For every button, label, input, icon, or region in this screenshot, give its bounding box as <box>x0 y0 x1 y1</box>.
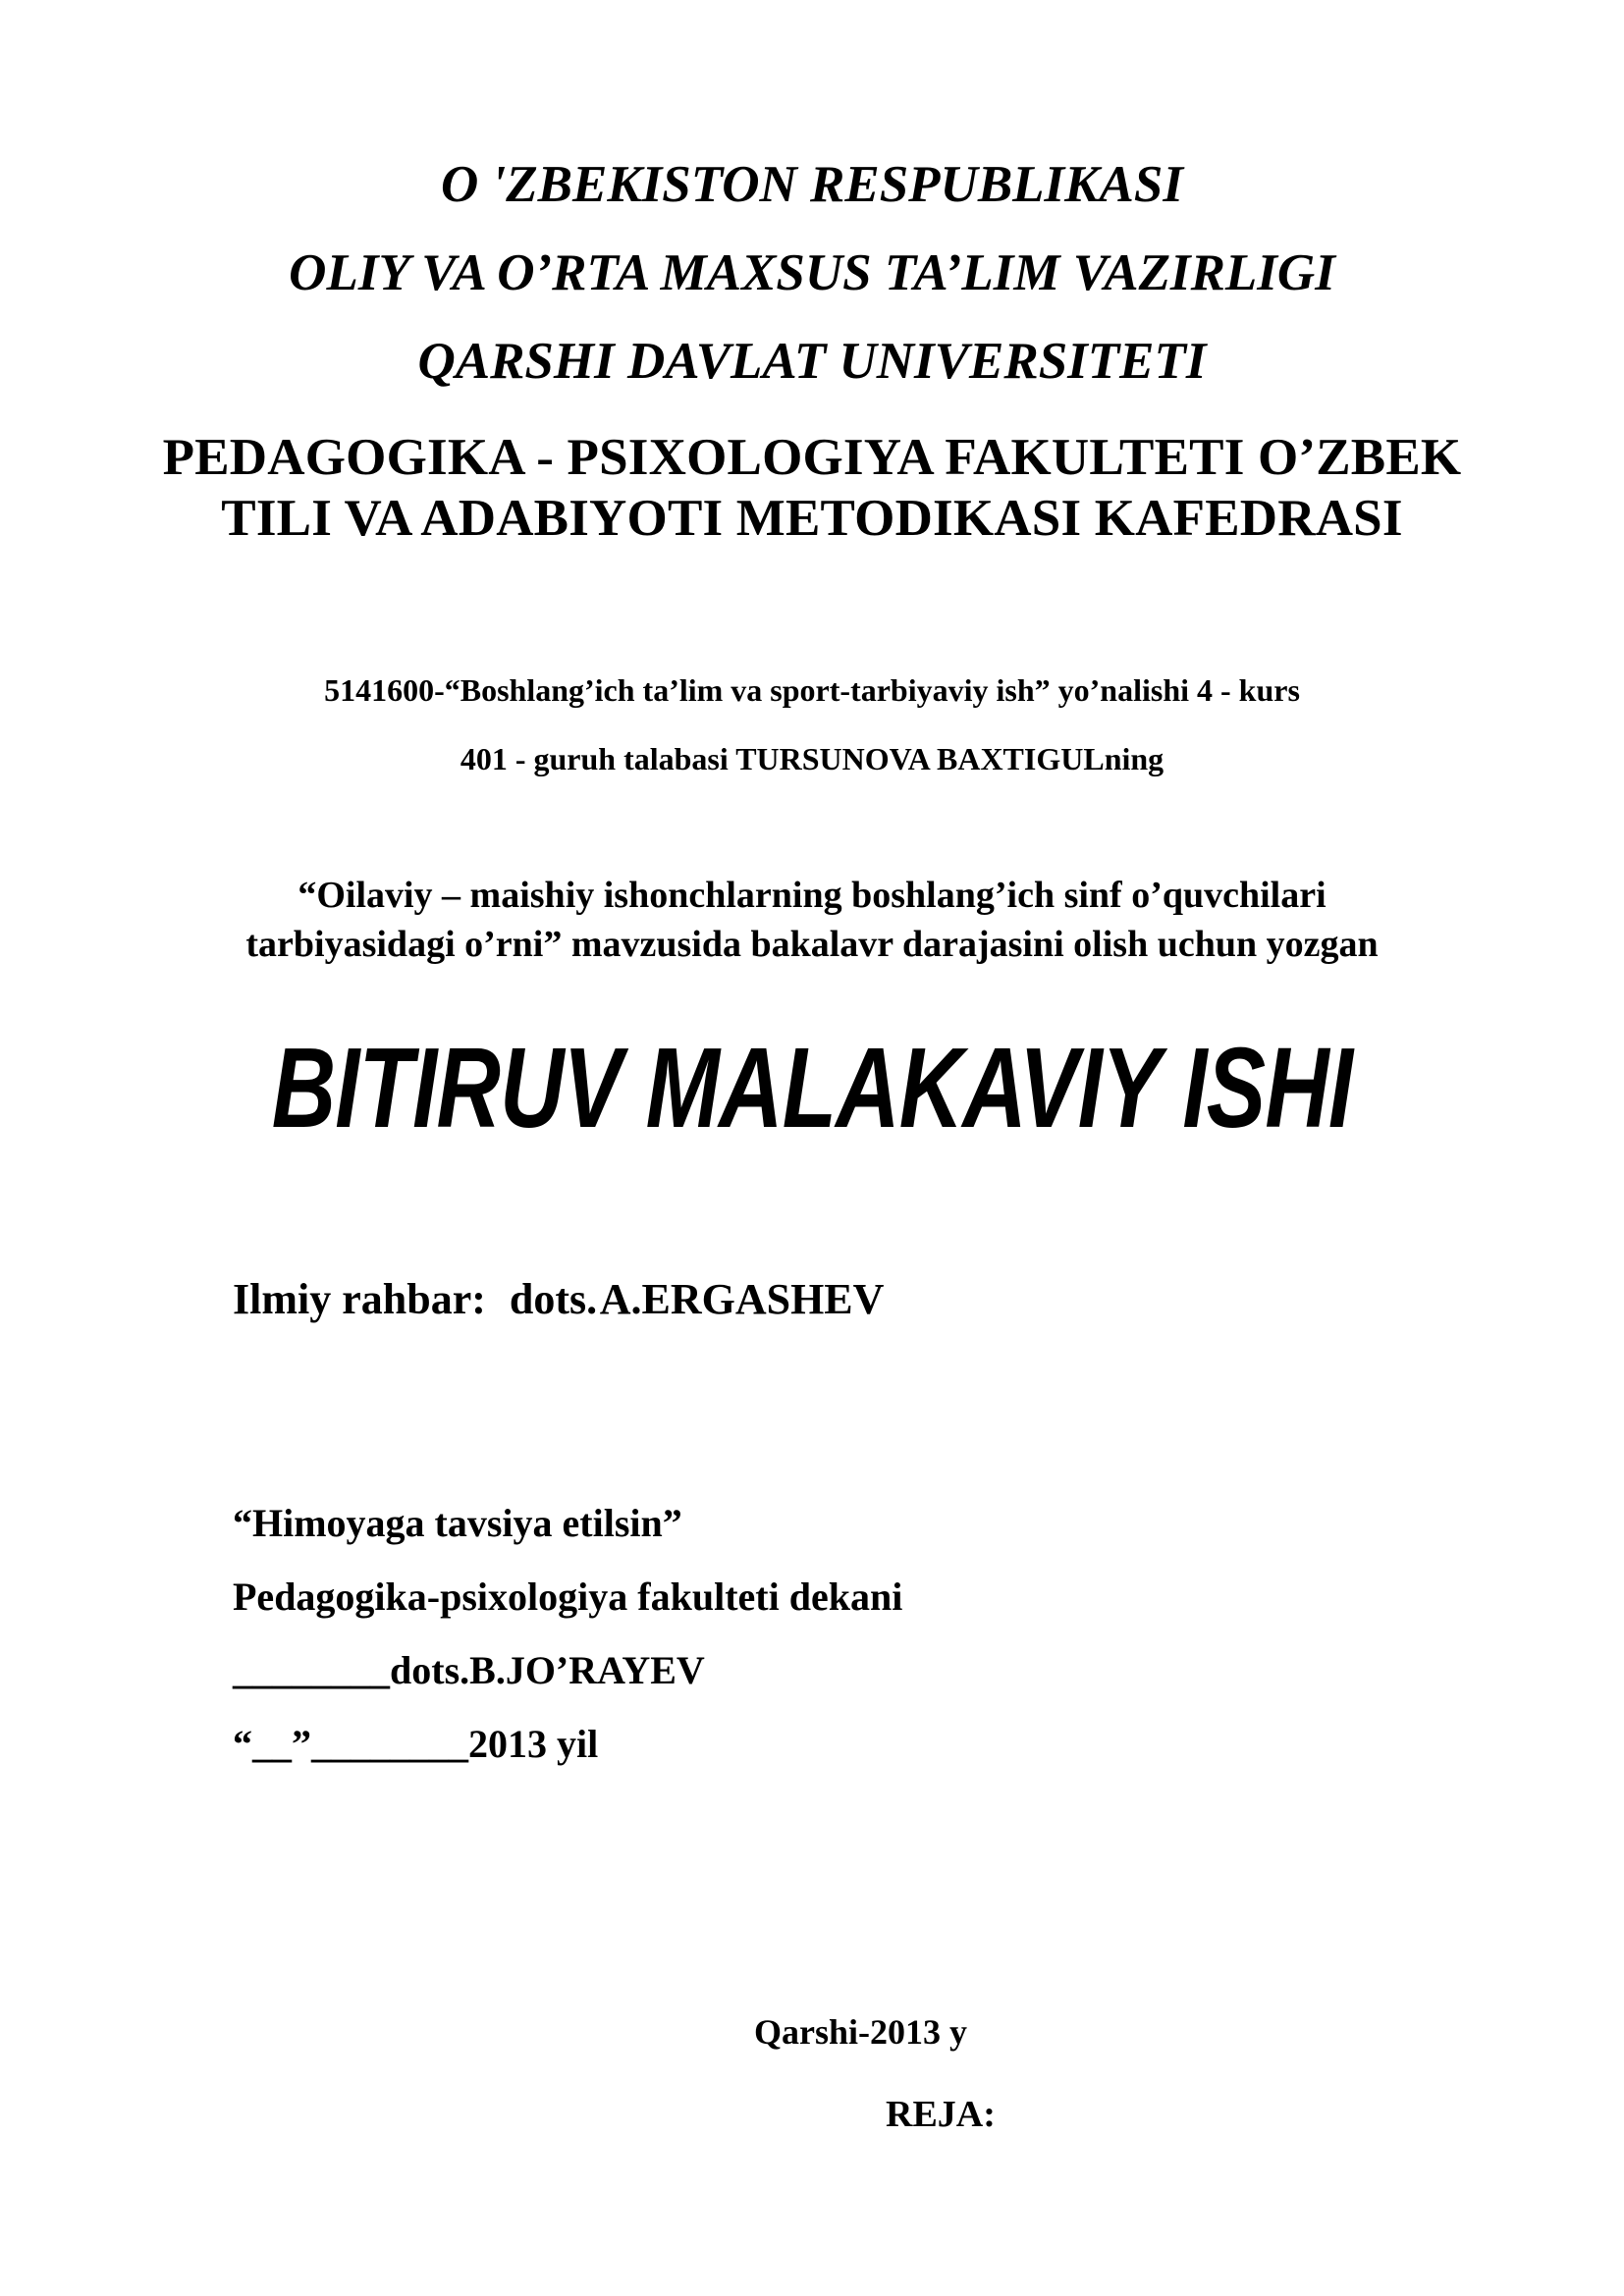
approval-dean-title: Pedagogika-psixologiya fakulteti dekani <box>233 1575 903 1619</box>
country-heading: O 'ZBEKISTON RESPUBLIKASI <box>441 156 1183 213</box>
department-heading-line2: TILI VA ADABIYOTI METODIKASI KAFEDRASI <box>221 490 1403 547</box>
supervisor-line <box>233 1275 885 1323</box>
document-title: BITIRUV MALAKAVIY ISHI <box>271 1024 1353 1151</box>
supervisor-label: Ilmiy rahbar: <box>233 1275 486 1323</box>
plan-heading: REJA: <box>886 2094 996 2135</box>
student-name-line: 401 - guruh talabasi TURSUNOVA BAXTIGULning <box>460 741 1164 776</box>
place-year: Qarshi-2013 y <box>754 2012 968 2052</box>
thesis-topic-line1: “Oilaviy – maishiy ishonchlarning boshlang’ich sinf o’quvchilari <box>298 875 1326 916</box>
ministry-heading: OLIY VA O’RTA MAXSUS TA’LIM VAZIRLIGI <box>289 244 1335 301</box>
approval-recommendation: “Himoyaga tavsiya etilsin” <box>233 1501 682 1545</box>
thesis-topic-line2: tarbiyasidagi o’rni” mavzusida bakalavr darajasini olish uchun yozgan <box>245 924 1379 965</box>
student-program-line: 5141600-“Boshlang’ich ta’lim va sport-tarbiyaviy ish” yo’nalishi 4 - kurs <box>324 672 1300 708</box>
department-heading-line1: PEDAGOGIKA - PSIXOLOGIYA FAKULTETI O’ZBEK <box>162 429 1462 486</box>
approval-date-line: “__”________2013 yil <box>233 1722 599 1766</box>
supervisor-name: dots. A.ERGASHEV <box>509 1275 885 1323</box>
approval-dean-signature: ________dots.B.JO’RAYEV <box>233 1648 705 1692</box>
university-heading: QARSHI DAVLAT UNIVERSITETI <box>417 333 1207 390</box>
